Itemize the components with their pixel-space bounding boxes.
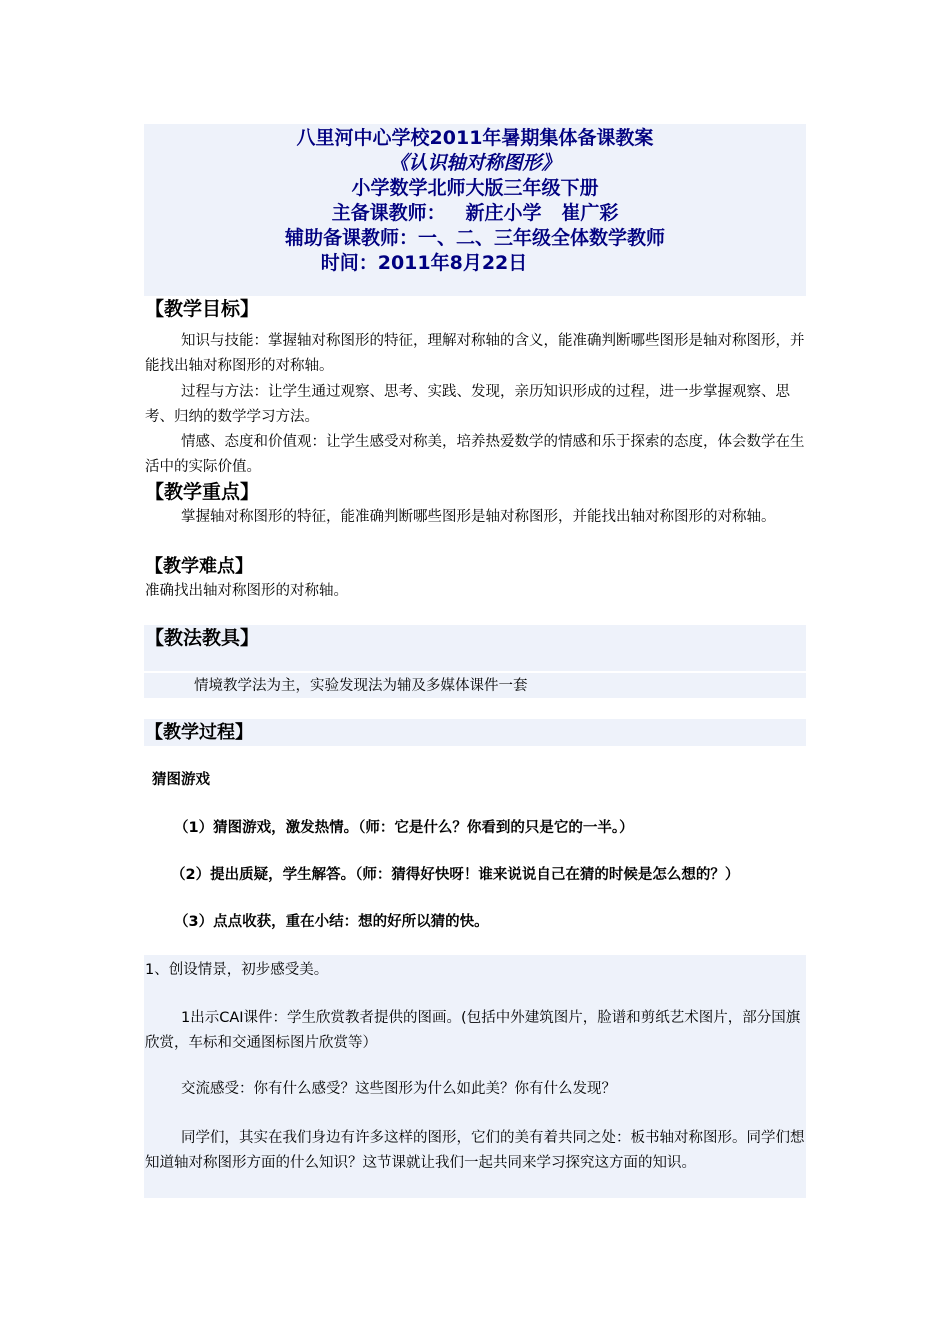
objectives-knowledge-text: 知识与技能：掌握轴对称图形的特征，理解对称轴的含义，能准确判断哪些图形是轴对称图形，并能找出轴对称图形的对称轴。 [145,333,805,374]
objectives-process [145,380,808,429]
assist-teachers: 辅助备课教师：一、二、三年级全体数学教师 [284,227,665,249]
part1-courseware-text: 1出示CAI课件：学生欣赏教者提供的图画。(包括中外建筑图片，脸谱和剪纸艺术图片，部分国旗欣赏，车标和交通图标图片欣赏等） [145,1010,801,1051]
objectives-knowledge [145,329,808,378]
objectives-emotion-text: 情感、态度和价值观：让学生感受对称美，培养热爱数学的情感和乐于探索的态度，体会数学在生活中的实际价值。 [145,434,805,475]
key-points-text-block [145,505,808,530]
objectives-process-text: 过程与方法：让学生通过观察、思考、实践、发现，亲历知识形成的过程，进一步掌握观察、思考、归纳的数学学习方法。 [145,384,790,425]
lead-teacher: 主备课教师： 新庄小学 崔广彩 [331,202,619,224]
game-title: 猜图游戏 [152,772,210,788]
game-step-3: （3）点点收获，重在小结：想的好所以猜的快。 [174,914,489,930]
key-points-heading: 【教学重点】 [145,481,260,503]
methods-heading: 【教法教具】 [145,627,260,649]
part1-exchange: 交流感受：你有什么感受？这些图形为什么如此美？你有什么发现？ [181,1081,616,1097]
part1-title: 1、创设情景，初步感受美。 [145,962,329,978]
difficulties-heading: 【教学难点】 [145,556,253,577]
part1-courseware [145,1006,808,1055]
lesson-date: 时间：2011年8月22日 [320,252,528,274]
part1-summary-text: 同学们，其实在我们身边有许多这样的图形，它们的美有着共同之处：板书轴对称图形。同学们想知道轴对称图形方面的什么知识？这节课就让我们一起共同来学习探究这方面的知识。 [145,1130,805,1171]
lesson-title: 《认识轴对称图形》 [389,152,561,174]
game-step-2: （2）提出质疑，学生解答。（师：猜得好快呀！谁来说说自己在猜的时候是怎么想的？） [171,867,740,883]
school-title: 八里河中心学校2011年暑期集体备课教案 [296,127,654,149]
process-heading: 【教学过程】 [145,722,253,743]
objectives-heading: 【教学目标】 [145,298,260,320]
key-points-text: 掌握轴对称图形的特征，能准确判断哪些图形是轴对称图形，并能找出轴对称图形的对称轴。 [181,509,776,525]
game-step-1: （1）猜图游戏，激发热情。（师：它是什么？你看到的只是它的一半。） [174,820,634,836]
part1-summary [145,1126,808,1175]
methods-text: 情境教学法为主，实验发现法为辅及多媒体课件一套 [194,678,528,694]
course-title: 小学数学北师大版三年级下册 [351,177,599,199]
objectives-emotion [145,430,808,479]
difficulties-text: 准确找出轴对称图形的对称轴。 [145,583,348,599]
